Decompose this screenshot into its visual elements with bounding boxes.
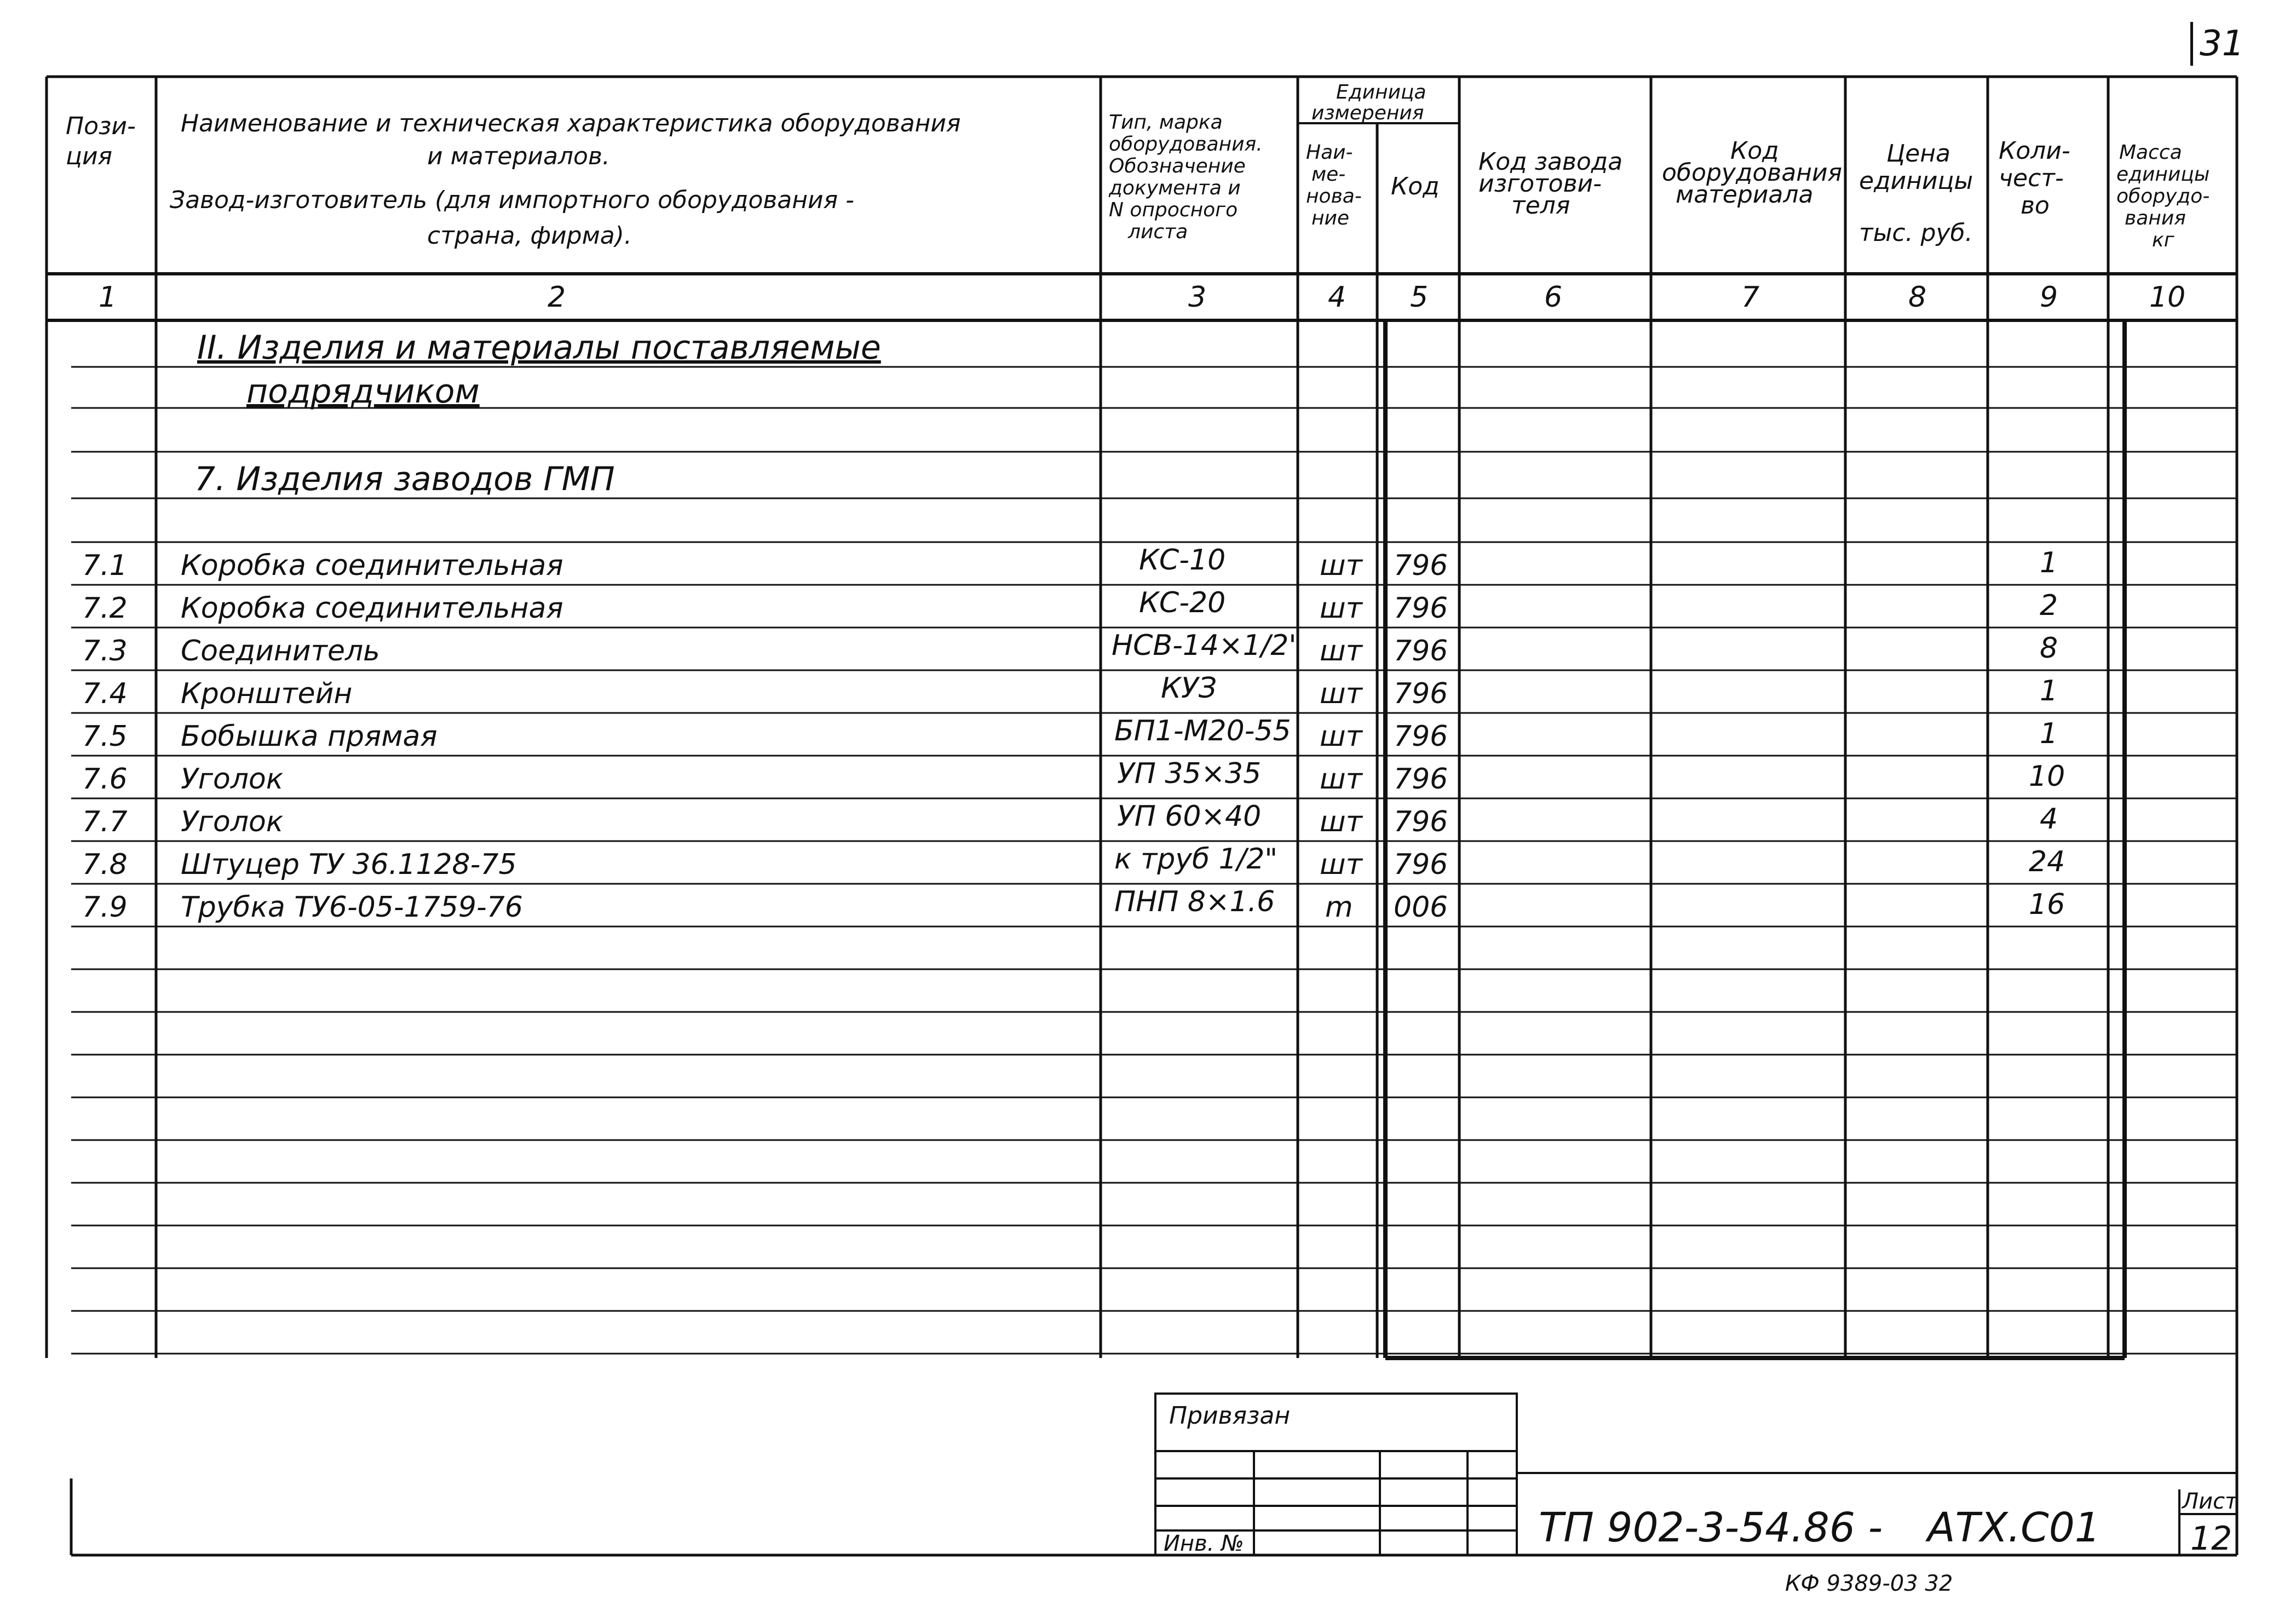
row-position: 7.5 [82, 720, 128, 753]
row-position: 7.6 [82, 763, 128, 796]
table-row [82, 672, 2058, 710]
column-number: 5 [1410, 281, 1429, 314]
header-col3-line2: оборудования. [1109, 133, 1263, 156]
row-qty: 2 [2040, 589, 2058, 622]
subsection-title: 7. Изделия заводов ГМП [194, 460, 615, 498]
header-col2-line3: Завод-изготовитель (для импортного оборудования - [170, 186, 854, 214]
column-number: 1 [99, 281, 117, 314]
row-name: Трубка ТУ6-05-1759-76 [181, 891, 523, 924]
row-unit: шт [1320, 720, 1362, 753]
header-col8-line3: тыс. руб. [1859, 219, 1973, 247]
column-number: 4 [1328, 281, 1346, 314]
header-col5: Код [1391, 172, 1440, 200]
table-row [82, 629, 2058, 667]
row-position: 7.7 [82, 805, 128, 838]
row-type: КУЗ [1161, 672, 1217, 705]
header-col10-line1: Масса [2119, 141, 2182, 164]
header-col3-line1: Тип, марка [1109, 111, 1223, 134]
row-qty: 1 [2040, 717, 2058, 750]
row-position: 7.9 [82, 891, 128, 924]
header-col2-line2: и материалов. [427, 142, 610, 170]
table-row [82, 885, 2065, 924]
header-col10-line4: вания [2125, 207, 2186, 229]
title-block [1164, 1402, 2239, 1596]
row-unit: шт [1320, 677, 1362, 710]
header-unit-line1: Единица [1336, 81, 1426, 103]
column-numbers [99, 281, 2185, 314]
header-col8-line1: Цена [1886, 140, 1950, 168]
header-col4-line2: ме- [1311, 163, 1346, 186]
section-titles [194, 329, 881, 498]
table-row [82, 586, 2058, 625]
row-code: 796 [1394, 592, 1448, 625]
header-col3-line5: N опросного [1109, 199, 1238, 221]
row-qty: 8 [2040, 632, 2058, 665]
sheet-label: Лист [2182, 1489, 2238, 1514]
row-name: Кронштейн [181, 677, 353, 710]
header-col4-line1: Наи- [1306, 141, 1353, 164]
header-col6-line3: теля [1511, 192, 1570, 220]
section-title-line2: подрядчиком [246, 372, 480, 411]
header-col1-line2: ция [66, 142, 113, 170]
row-code: 796 [1394, 635, 1448, 667]
row-unit: шт [1320, 763, 1362, 796]
row-code: 796 [1394, 805, 1448, 838]
sheet-value: 12 [2190, 1520, 2232, 1558]
row-position: 7.4 [82, 677, 128, 710]
row-unit: шт [1320, 592, 1362, 625]
header-col10-line3: оборудо- [2116, 185, 2210, 208]
header-col3-line6: листа [1128, 221, 1188, 243]
row-unit: шт [1320, 848, 1362, 881]
column-number: 2 [548, 281, 566, 314]
row-type: ПНП 8×1.6 [1114, 885, 1275, 918]
table-row [82, 757, 2065, 796]
row-qty: 10 [2029, 760, 2065, 793]
header-col9-line1: Коли- [1999, 137, 2070, 165]
row-unit: шт [1320, 635, 1362, 667]
row-name: Уголок [181, 763, 284, 796]
row-unit: шт [1320, 549, 1362, 582]
document-code: ТП 902-3-54.86 - [1539, 1504, 1883, 1551]
header-col3-line4: документа и [1109, 177, 1241, 199]
row-type: УП 35×35 [1117, 757, 1262, 790]
section-title-line1: II. Изделия и материалы поставляемые [197, 329, 881, 367]
header-col10-line2: единицы [2116, 163, 2210, 186]
row-name: Коробка соединительная [181, 592, 563, 625]
table-header [66, 81, 2209, 251]
footer-note: КФ 9389-03 32 [1785, 1571, 1953, 1596]
column-number: 6 [1544, 281, 1563, 314]
header-col8-line2: единицы [1859, 167, 1973, 195]
header-col4-line4: ние [1311, 207, 1350, 229]
column-number: 3 [1188, 281, 1207, 314]
row-qty: 24 [2029, 845, 2065, 878]
sheet-number: 31 [2190, 22, 2244, 66]
row-code: 006 [1394, 891, 1448, 924]
header-col3-line3: Обозначение [1109, 155, 1246, 177]
row-code: 796 [1394, 848, 1448, 881]
row-type: НСВ-14×1/2" [1112, 629, 1302, 662]
row-code: 796 [1394, 677, 1448, 710]
column-number: 7 [1741, 281, 1760, 314]
header-col9-line2: чест- [1999, 164, 2064, 192]
row-name: Уголок [181, 805, 284, 838]
header-col6-line1: Код завода [1478, 148, 1623, 176]
header-col2-line1: Наименование и техническая характеристика оборудования [181, 110, 961, 137]
table-row [82, 544, 2058, 582]
row-unit: шт [1320, 805, 1362, 838]
table-row [82, 715, 2058, 753]
column-number: 9 [2040, 281, 2058, 314]
row-name: Коробка соединительная [181, 549, 563, 582]
header-col7-line2: оборудования [1662, 159, 1843, 187]
row-qty: 4 [2040, 803, 2058, 836]
row-unit: m [1325, 891, 1353, 924]
header-unit-line2: измерения [1311, 102, 1424, 124]
header-col7-line3: материала [1676, 181, 1814, 209]
table-row [82, 800, 2058, 838]
header-col9-line3: во [2021, 192, 2050, 220]
row-name: Соединитель [181, 635, 380, 667]
column-number: 8 [1908, 281, 1927, 314]
header-col6-line2: изготови- [1478, 170, 1602, 198]
row-position: 7.8 [82, 848, 128, 881]
row-type: БП1-М20-55 [1114, 715, 1291, 747]
row-code: 796 [1394, 549, 1448, 582]
row-code: 796 [1394, 720, 1448, 753]
row-name: Бобышка прямая [181, 720, 438, 753]
row-position: 7.1 [82, 549, 128, 582]
column-number: 10 [2149, 281, 2186, 314]
row-position: 7.3 [82, 635, 128, 667]
inventory-label: Инв. № [1164, 1531, 1244, 1556]
header-col4-line3: нова- [1306, 185, 1362, 208]
row-qty: 16 [2029, 888, 2065, 921]
table-row [82, 843, 2065, 881]
row-qty: 1 [2040, 675, 2058, 707]
row-name: Штуцер ТУ 36.1128-75 [181, 848, 517, 881]
table-rows [82, 544, 2065, 924]
row-code: 796 [1394, 763, 1448, 796]
row-qty: 1 [2040, 546, 2058, 579]
header-col7-line1: Код [1730, 137, 1779, 165]
row-type: к труб 1/2" [1114, 843, 1278, 876]
header-col1-line1: Пози- [66, 112, 136, 140]
row-type: УП 60×40 [1117, 800, 1262, 833]
document-suffix: АТХ.С01 [1927, 1504, 2101, 1551]
row-type: КС-10 [1139, 544, 1226, 577]
row-position: 7.2 [82, 592, 128, 625]
header-col10-line5: кг [2152, 229, 2174, 251]
row-type: КС-20 [1139, 586, 1226, 619]
header-col2-line4: страна, фирма). [427, 222, 632, 250]
bound-label: Привязан [1169, 1402, 1291, 1430]
